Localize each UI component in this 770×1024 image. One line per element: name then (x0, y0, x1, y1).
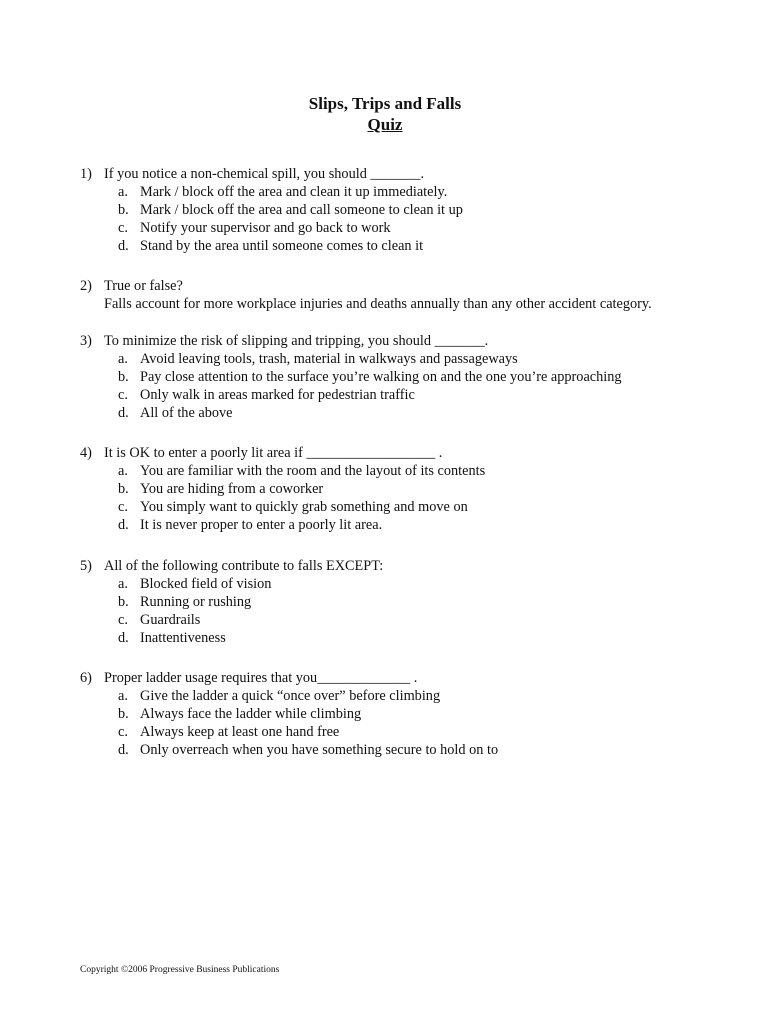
option-letter: a. (118, 688, 128, 704)
option (80, 741, 740, 759)
option-letter: d. (118, 405, 129, 421)
option (80, 237, 740, 255)
option (80, 611, 740, 629)
option-text: Running or rushing (140, 594, 252, 610)
option (80, 462, 740, 480)
option-text: Give the ladder a quick “once over” before climbing (140, 688, 441, 704)
option-text: You are hiding from a coworker (140, 481, 324, 497)
question-number: 1) (80, 166, 92, 182)
option-text: Pay close attention to the surface you’re walking on and the one you’re approaching (140, 369, 622, 385)
option (80, 368, 740, 386)
question-number: 2) (80, 278, 92, 294)
option-text: Blocked field of vision (140, 576, 272, 592)
option (80, 219, 740, 237)
page-title: Slips, Trips and Falls (308, 94, 462, 113)
option-text: Guardrails (140, 612, 201, 628)
option-letter: a. (118, 463, 128, 479)
question-2 (80, 277, 740, 313)
option (80, 350, 740, 368)
option-letter: d. (118, 238, 129, 254)
option-letter: b. (118, 369, 129, 385)
option-text: Only walk in areas marked for pedestrian traffic (140, 387, 415, 403)
option-letter: d. (118, 742, 129, 758)
option-letter: a. (118, 184, 128, 200)
option-letter: b. (118, 202, 129, 218)
copyright-notice: Copyright ©2006 Progressive Business Publications (80, 965, 280, 975)
page-subtitle: Quiz (367, 115, 403, 134)
question-6 (80, 669, 740, 759)
option-letter: c. (118, 612, 128, 628)
question-statement: Falls account for more workplace injuries and deaths annually than any other accident category. (104, 296, 652, 312)
option-text: Only overreach when you have something secure to hold on to (140, 742, 499, 758)
option-letter: b. (118, 706, 129, 722)
option (80, 629, 740, 647)
option-text: You simply want to quickly grab something and move on (140, 499, 468, 515)
question-number: 4) (80, 445, 92, 461)
option-letter: a. (118, 351, 128, 367)
question-text: It is OK to enter a poorly lit area if __________________ . (104, 445, 443, 461)
option (80, 480, 740, 498)
question-number: 6) (80, 670, 92, 686)
option-letter: d. (118, 630, 129, 646)
option-text: Inattentiveness (140, 630, 226, 646)
question-number: 3) (80, 333, 92, 349)
option-text: Stand by the area until someone comes to clean it (140, 238, 424, 254)
option-letter: c. (118, 220, 128, 236)
question-3 (80, 332, 740, 422)
option-letter: c. (118, 387, 128, 403)
option-text: You are familiar with the room and the layout of its contents (140, 463, 486, 479)
question-1 (80, 165, 740, 255)
option (80, 593, 740, 611)
option-text: All of the above (140, 405, 233, 421)
option (80, 404, 740, 422)
option (80, 705, 740, 723)
option (80, 516, 740, 534)
question-text: All of the following contribute to falls EXCEPT: (104, 558, 384, 574)
option-letter: b. (118, 481, 129, 497)
option (80, 723, 740, 741)
option-letter: d. (118, 517, 129, 533)
option-text: Avoid leaving tools, trash, material in walkways and passageways (140, 351, 518, 367)
question-number: 5) (80, 558, 92, 574)
option-text: It is never proper to enter a poorly lit area. (140, 517, 383, 533)
option (80, 687, 740, 705)
option-letter: c. (118, 499, 128, 515)
option (80, 183, 740, 201)
question-5 (80, 557, 740, 647)
question-text: True or false? (104, 278, 183, 294)
question-4 (80, 444, 740, 534)
option-text: Notify your supervisor and go back to work (140, 220, 391, 236)
option-text: Mark / block off the area and clean it up immediately. (140, 184, 448, 200)
question-text: To minimize the risk of slipping and tripping, you should _______. (104, 333, 489, 349)
option (80, 575, 740, 593)
question-text: Proper ladder usage requires that you_____________ . (104, 670, 418, 686)
option-text: Always keep at least one hand free (140, 724, 340, 740)
option (80, 498, 740, 516)
option-letter: c. (118, 724, 128, 740)
option-text: Mark / block off the area and call someone to clean it up (140, 202, 463, 218)
option (80, 386, 740, 404)
option-text: Always face the ladder while climbing (140, 706, 362, 722)
option-letter: b. (118, 594, 129, 610)
question-text: If you notice a non-chemical spill, you should _______. (104, 166, 425, 182)
option-letter: a. (118, 576, 128, 592)
option (80, 201, 740, 219)
